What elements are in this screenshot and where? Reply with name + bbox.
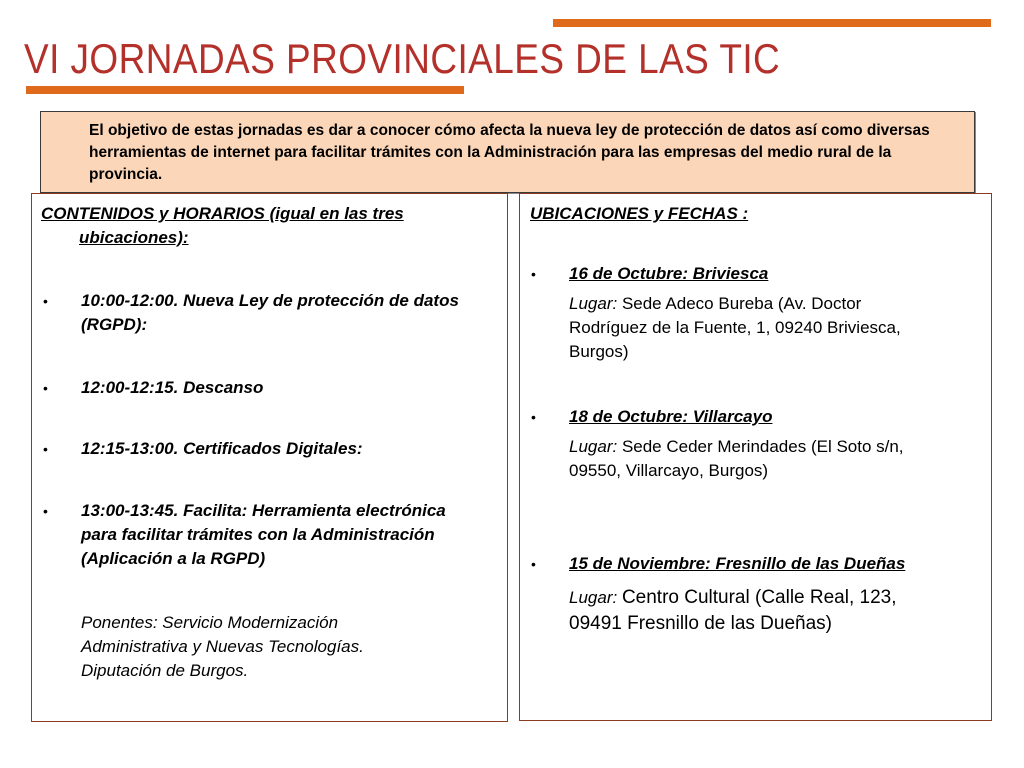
contents-heading-line2: ubicaciones): [79, 228, 189, 247]
place-label: Lugar: [569, 294, 618, 313]
bullet-icon: • [531, 409, 536, 425]
place-line: Burgos) [569, 342, 629, 361]
place-line: Sede Adeco Bureba (Av. Doctor [621, 294, 862, 313]
place-line: 09491 Fresnillo de las Dueñas) [569, 613, 832, 634]
location-date: 16 de Octubre: Briviesca [569, 264, 769, 283]
schedule-item-text [81, 499, 446, 571]
bullet-icon: • [43, 441, 48, 457]
location-place [569, 585, 989, 637]
contents-panel [31, 193, 508, 722]
place-line: Sede Ceder Merindades (El Soto s/n, [621, 437, 904, 456]
schedule-item-line: 10:00-12:00. Nueva Ley de protección de datos [81, 291, 459, 310]
objective-text: El objetivo de estas jornadas es dar a conocer cómo afecta la nueva ley de protección de datos así como diversas herramientas de internet para facilitar trámites con la Administración para las empresas del medio rural de la provincia. [89, 122, 930, 183]
location-date: 15 de Noviembre: Fresnillo de las Dueñas [569, 554, 906, 573]
locations-heading: UBICACIONES y FECHAS : [530, 204, 749, 223]
place-label: Lugar: [569, 588, 618, 607]
speakers-line: Administrativa y Nuevas Tecnologías. [81, 637, 364, 656]
speakers-line: Ponentes: Servicio Modernización [81, 613, 339, 632]
page-title: VI JORNADAS PROVINCIALES DE LAS TIC [24, 35, 781, 82]
schedule-item-text: 12:15-13:00. Certificados Digitales: [81, 439, 363, 458]
schedule-item-text [81, 289, 459, 337]
bullet-icon: • [43, 503, 48, 519]
bullet-icon: • [531, 266, 536, 282]
contents-heading [41, 202, 404, 250]
schedule-item-line: (RGPD): [81, 315, 148, 334]
place-label: Lugar: [569, 437, 618, 456]
location-place [569, 435, 989, 483]
contents-heading-line1: CONTENIDOS y HORARIOS (igual en las tres [41, 204, 404, 223]
location-place [569, 292, 989, 364]
schedule-item-line: 13:00-13:45. Facilita: Herramienta electrónica [81, 501, 446, 520]
place-line: 09550, Villarcayo, Burgos) [569, 461, 769, 480]
speakers-text [81, 611, 364, 683]
location-date: 18 de Octubre: Villarcayo [569, 407, 773, 426]
schedule-item-text: 12:00-12:15. Descanso [81, 378, 264, 397]
decorative-bar-top [553, 19, 991, 27]
schedule-item-line: (Aplicación a la RGPD) [81, 549, 266, 568]
place-line: Rodríguez de la Fuente, 1, 09240 Briviesca, [569, 318, 901, 337]
bullet-icon: • [531, 556, 536, 572]
decorative-bar-bottom [26, 86, 464, 94]
schedule-item-line: para facilitar trámites con la Administración [81, 525, 435, 544]
speakers-line: Diputación de Burgos. [81, 661, 249, 680]
locations-panel [519, 193, 992, 721]
objective-box [40, 111, 975, 193]
bullet-icon: • [43, 293, 48, 309]
place-line: Centro Cultural (Calle Real, 123, [621, 587, 897, 608]
bullet-icon: • [43, 380, 48, 396]
